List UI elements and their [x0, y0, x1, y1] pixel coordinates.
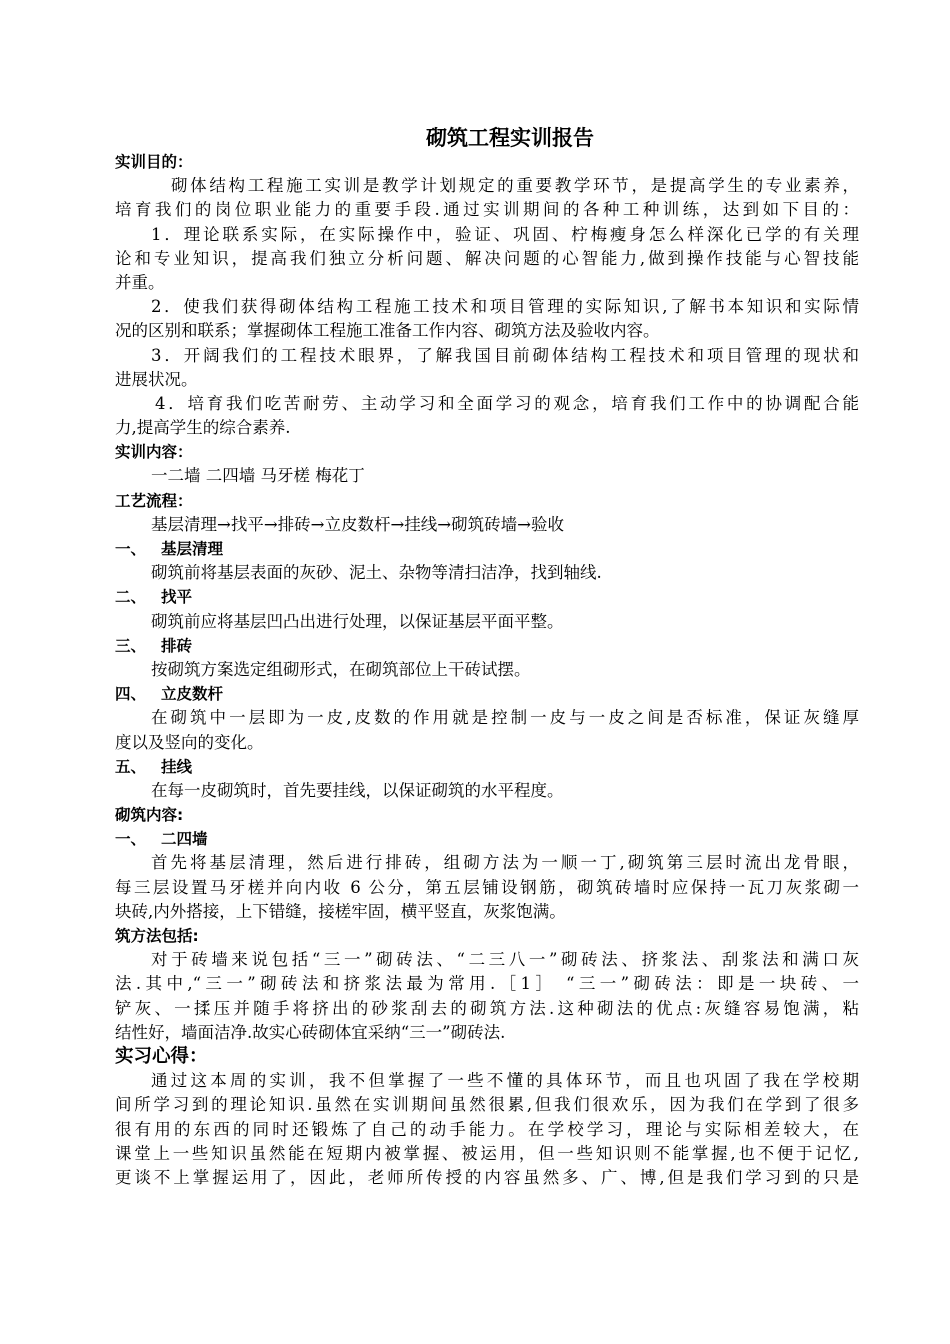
- section-title: 找平: [161, 588, 193, 607]
- text-line: 一二墙 二四墙 马牙槎 梅花丁: [151, 466, 365, 486]
- text-line: 很有用的东西的同时还锻炼了自己的动手能力。在学校学习，理论与实际相差较大，在: [115, 1119, 859, 1139]
- section-title: 二四墙: [161, 830, 208, 849]
- text-line: 砌筑前将基层表面的灰砂、泥土、杂物等清扫洁净，找到轴线.: [151, 563, 602, 583]
- text-line: 砌体结构工程施工实训是教学计划规定的重要教学环节，是提高学生的专业素养，: [171, 176, 859, 196]
- section-number: 四、: [115, 685, 147, 704]
- section-heading: [115, 537, 859, 561]
- text-line: 砌筑前应将基层凹凸出进行处理，以保证基层平面平整。: [151, 611, 564, 631]
- section-title: 立皮数杆: [161, 685, 224, 704]
- section-number: 五、: [115, 757, 147, 776]
- text-line: 1．理论联系实际，在实际操作中，验证、巩固、柠梅瘦身怎么样深化已学的有关理: [151, 224, 859, 244]
- text-line: 通过这本周的实训，我不但掌握了一些不懂的具体环节，而且也巩固了我在学校期: [151, 1071, 859, 1091]
- text-line: 力,提高学生的综合素养.: [115, 418, 291, 438]
- heading: 筑方法包括:: [115, 927, 199, 945]
- text-line: 结性好，墙面洁净.故实心砖砌体宜采纳“三一”砌砖法.: [115, 1022, 506, 1042]
- text-line: 按砌筑方案选定组砌形式，在砌筑部位上干砖试摆。: [151, 659, 531, 679]
- text-line: 并重。: [115, 272, 165, 292]
- text-line: 课堂上一些知识虽然能在短期内被掌握、被运用，但一些知识则不能掌握,也不便于记忆,: [115, 1143, 859, 1163]
- text-line: 在砌筑中一层即为一皮,皮数的作用就是控制一皮与一皮之间是否标准，保证灰缝厚: [151, 708, 859, 728]
- section-title: 排砖: [161, 636, 193, 655]
- section-heading: [115, 755, 859, 779]
- text-line: 法.其中,“三一”砌砖法和挤浆法最为常用.［1］ “三一”砌砖法：即是一块砖、一: [115, 974, 859, 994]
- heading: 实习心得：: [115, 1045, 208, 1067]
- text-line: 培育我们的岗位职业能力的重要手段.通过实训期间的各种工种训练，达到如下目的：: [115, 200, 859, 220]
- text-line: 每三层设置马牙槎并向内收 6 公分，第五层铺设钢筋，砌筑砖墙时应保持一瓦刀灰浆砌一: [115, 877, 859, 897]
- text-line: 况的区别和联系；掌握砌体工程施工准备工作内容、砌筑方法及验收内容。: [115, 321, 660, 341]
- text-line: 在每一皮砌筑时，首先要挂线，以保证砌筑的水平程度。: [151, 780, 564, 800]
- text-line: 块砖,内外搭接，上下错缝，接槎牢固，横平竖直，灰浆饱满。: [115, 901, 566, 921]
- section-number: 一、: [115, 830, 147, 849]
- text-line: 铲灰、一揉压并随手将挤出的砂浆刮去的砌筑方法.这种砌法的优点:灰缝容易饱满，粘: [115, 998, 859, 1018]
- section-number: 一、: [115, 540, 147, 558]
- section-number: 二、: [115, 588, 147, 607]
- text-line: 对于砖墙来说包括“三一”砌砖法、“二三八一”砌砖法、挤浆法、刮浆法和满口灰: [151, 950, 859, 970]
- document-title: 砌筑工程实训报告: [426, 126, 594, 150]
- section-title: 挂线: [161, 757, 193, 776]
- heading: 砌筑内容:: [115, 806, 184, 825]
- text-line: 更谈不上掌握运用了，因此，老师所传授的内容虽然多、广、博,但是我们学习到的只是: [115, 1167, 859, 1187]
- section-heading: [115, 827, 859, 851]
- section-heading: [115, 585, 859, 609]
- text-line: 基层清理→找平→排砖→立皮数杆→挂线→砌筑砖墙→验收: [151, 514, 564, 534]
- document-body: [115, 150, 859, 1190]
- text-line: 3．开阔我们的工程技术眼界，了解我国目前砌体结构工程技术和项目管理的现状和: [151, 345, 859, 365]
- text-line: 2．使我们获得砌体结构工程施工技术和项目管理的实际知识,了解书本知识和实际情: [151, 297, 859, 317]
- text-line: 论和专业知识，提高我们独立分析问题、解决问题的心智能力,做到操作技能与心智技能: [115, 248, 859, 268]
- section-title: 基层清理: [161, 540, 224, 558]
- heading: 工艺流程：: [115, 491, 193, 510]
- heading: 实训内容：: [115, 443, 193, 462]
- text-line: 度以及竖向的变化。: [115, 732, 264, 752]
- heading: 实训目的：: [115, 153, 193, 171]
- text-line: 首先将基层清理，然后进行排砖，组砌方法为一顺一丁,砌筑第三层时流出龙骨眼，: [151, 853, 859, 873]
- text-line: 进展状况。: [115, 369, 198, 389]
- text-line: 4．培育我们吃苦耐劳、主动学习和全面学习的观念，培育我们工作中的协调配合能: [155, 393, 859, 413]
- section-number: 三、: [115, 636, 147, 655]
- section-heading: [115, 634, 859, 658]
- section-heading: [115, 682, 859, 706]
- text-line: 间所学习到的理论知识.虽然在实训期间虽然很累,但我们很欢乐，因为我们在学到了很多: [115, 1095, 859, 1115]
